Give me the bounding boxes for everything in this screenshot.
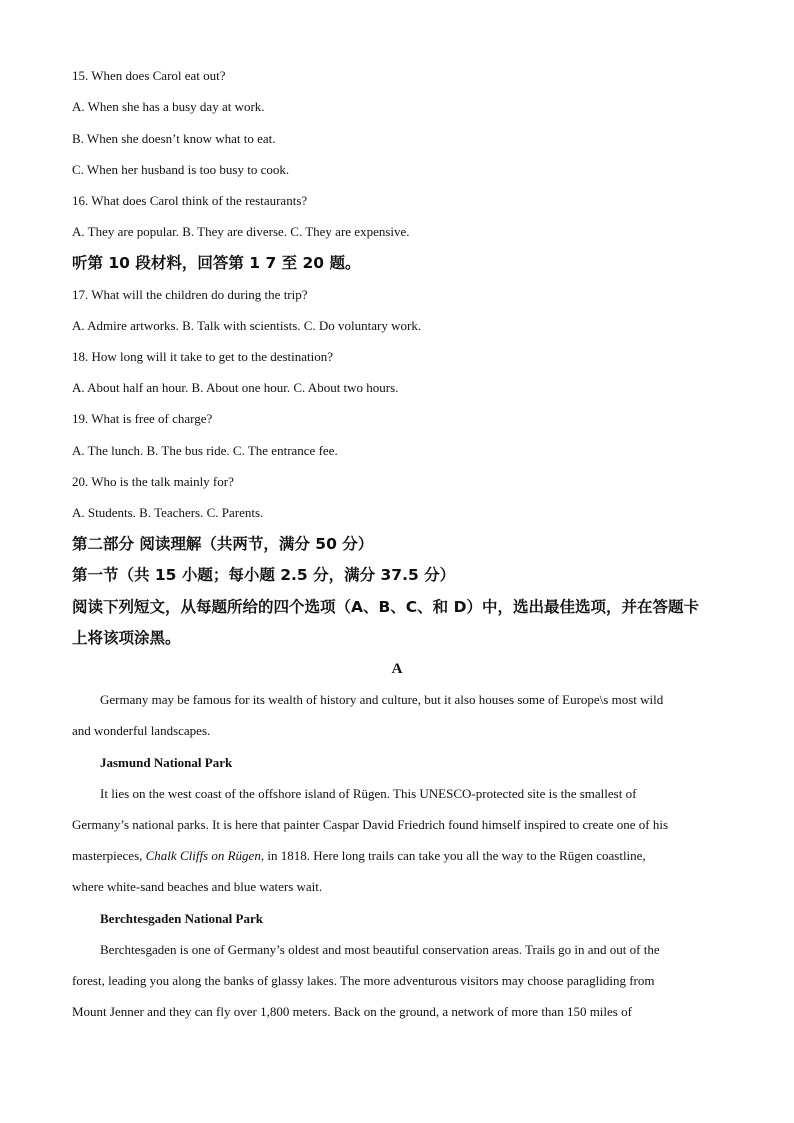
question-15: 15. When does Carol eat out? <box>72 68 226 83</box>
berchtesgaden-line-3: Mount Jenner and they can fly over 1,800 meters. Back on the ground, a network of more than 150 miles of <box>72 1004 632 1019</box>
question-18: 18. How long will it take to get to the destination? <box>72 349 334 364</box>
question-15-option-b: B. When she doesn’t know what to eat. <box>72 131 276 146</box>
jasmund-line-3-end: , in 1818. Here long trails can take you all the way to the Rügen coastline, <box>260 848 646 863</box>
question-17: 17. What will the children do during the trip? <box>72 287 308 302</box>
question-19-options: A. The lunch. B. The bus ride. C. The entrance fee. <box>72 443 338 458</box>
question-17-options: A. Admire artworks. B. Talk with scientists. C. Do voluntary work. <box>72 318 422 333</box>
jasmund-line-3 <box>72 848 646 864</box>
passage-label: A <box>391 661 403 677</box>
section-10-heading: 听第 10 段材料，回答第 1 7 至 20 题。 <box>72 254 361 272</box>
intro-line-1: Germany may be famous for its wealth of history and culture, but it also houses some of Europe\s most wild <box>100 692 664 707</box>
section-1-heading: 第一节（共 15 小题；每小题 2.5 分，满分 37.5 分） <box>72 566 456 584</box>
part-2-heading: 第二部分 阅读理解（共两节，满分 50 分） <box>72 535 374 553</box>
painting-title: Chalk Cliffs on Rügen <box>145 848 261 863</box>
question-19: 19. What is free of charge? <box>72 411 213 426</box>
question-16: 16. What does Carol think of the restaurants? <box>72 193 308 208</box>
instructions-line-1: 阅读下列短文，从每题所给的四个选项（A、B、C、和 D）中，选出最佳选项，并在答题卡 <box>72 598 699 616</box>
jasmund-heading: Jasmund National Park <box>100 755 233 770</box>
instructions-line-2: 上将该项涂黑。 <box>72 629 181 647</box>
jasmund-line-3-start: masterpieces, <box>72 848 146 863</box>
intro-line-2: and wonderful landscapes. <box>72 723 211 738</box>
berchtesgaden-line-1: Berchtesgaden is one of Germany’s oldest and most beautiful conservation areas. Trails go in and out of the <box>100 942 660 957</box>
question-15-option-c: C. When her husband is too busy to cook. <box>72 162 290 177</box>
berchtesgaden-line-2: forest, leading you along the banks of glassy lakes. The more adventurous visitors may choose paragliding from <box>72 973 655 988</box>
question-15-option-a: A. When she has a busy day at work. <box>72 99 265 114</box>
question-18-options: A. About half an hour. B. About one hour. C. About two hours. <box>72 380 399 395</box>
jasmund-line-1: It lies on the west coast of the offshore island of Rügen. This UNESCO-protected site is the smallest of <box>100 786 637 801</box>
jasmund-line-4: where white-sand beaches and blue waters wait. <box>72 879 323 894</box>
question-20-options: A. Students. B. Teachers. C. Parents. <box>72 505 264 520</box>
question-20: 20. Who is the talk mainly for? <box>72 474 234 489</box>
berchtesgaden-heading: Berchtesgaden National Park <box>100 911 263 926</box>
question-16-options: A. They are popular. B. They are diverse. C. They are expensive. <box>72 224 410 239</box>
jasmund-line-2: Germany’s national parks. It is here that painter Caspar David Friedrich found himself inspired to create one of his <box>72 817 669 832</box>
